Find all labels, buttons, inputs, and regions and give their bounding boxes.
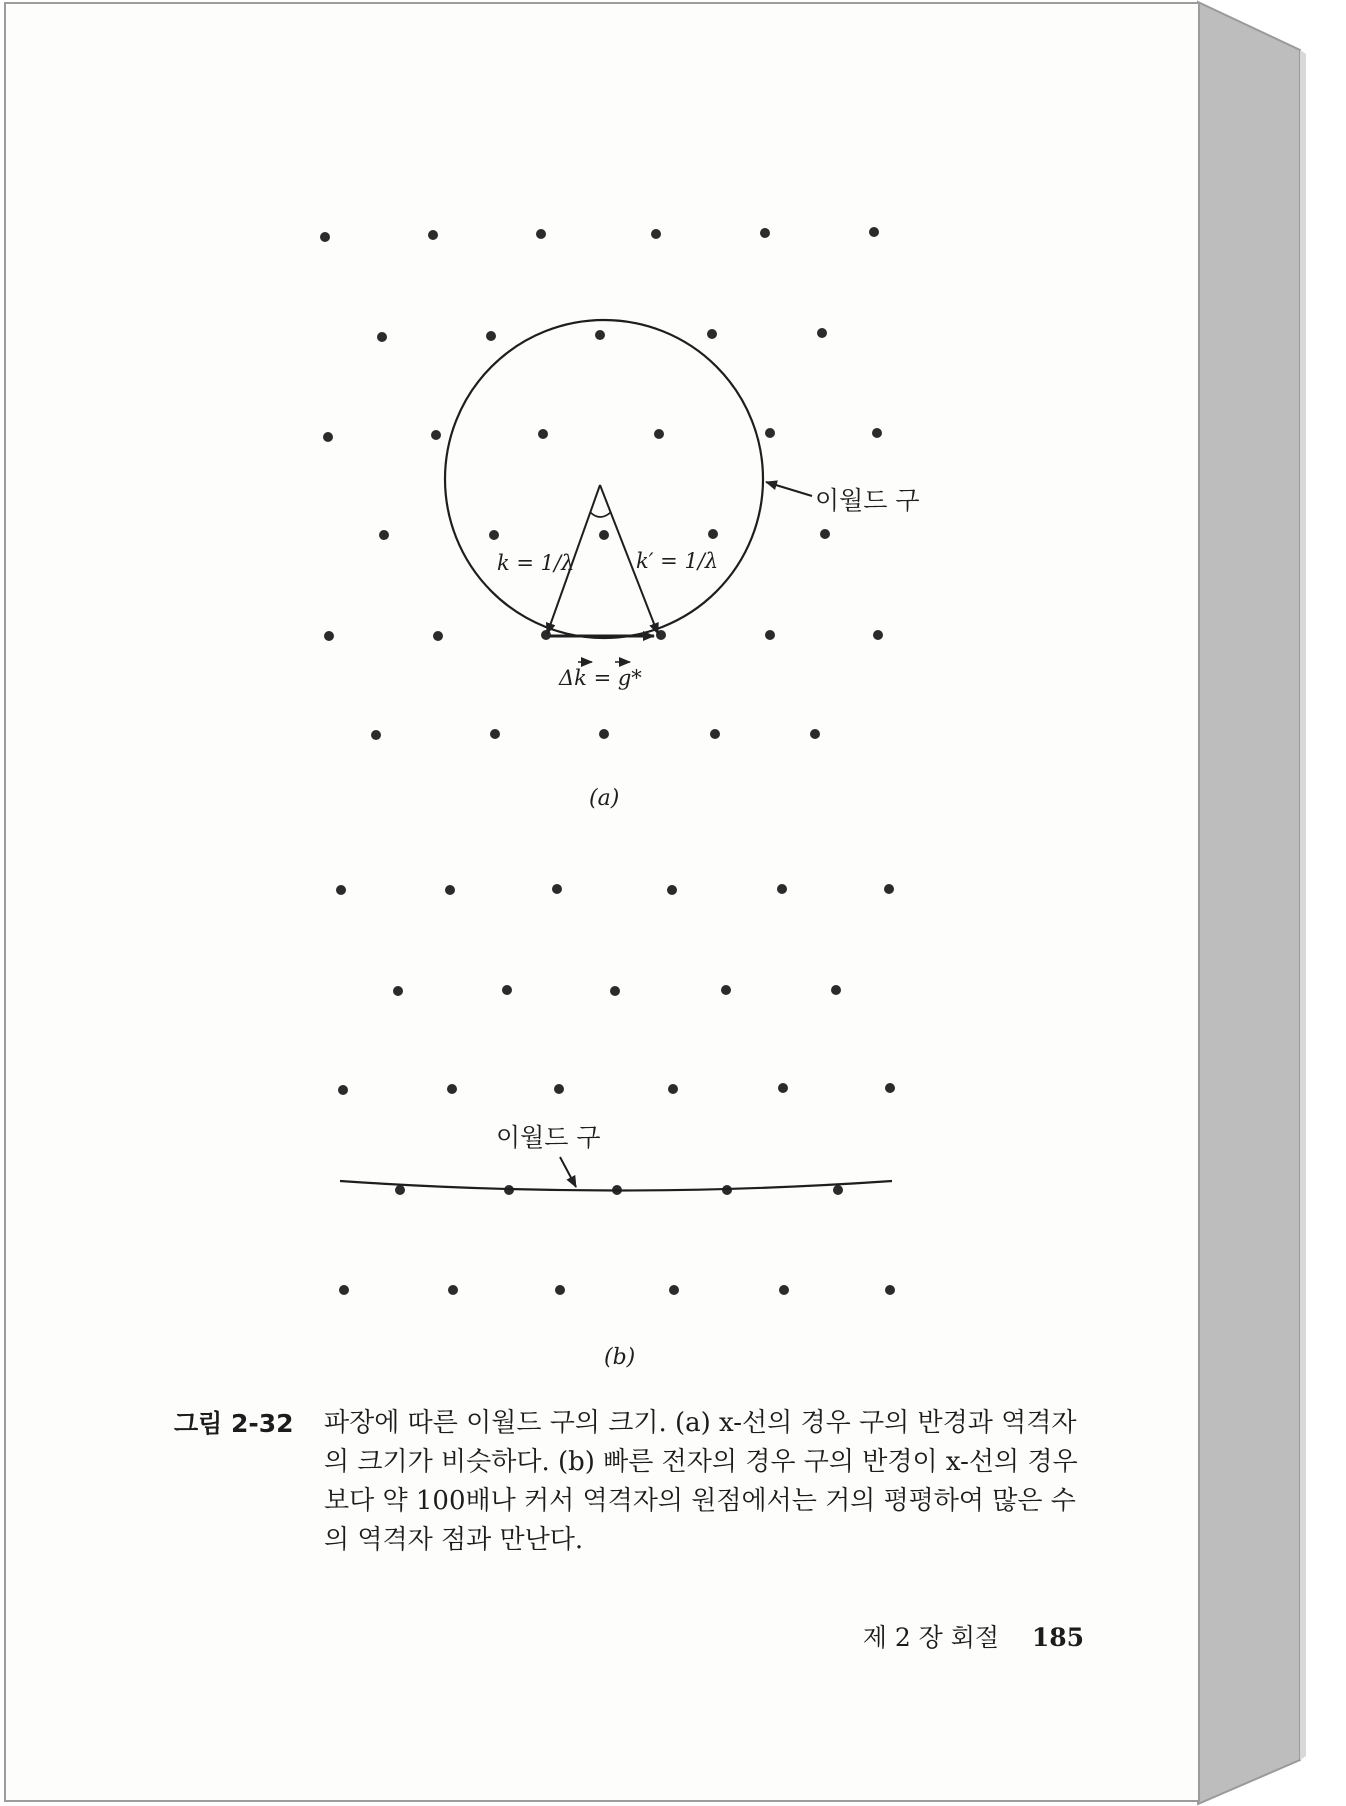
caption-label: 그림 2-32 bbox=[174, 1409, 294, 1438]
lattice-points-a bbox=[320, 227, 883, 740]
panel-label-a: (a) bbox=[589, 786, 620, 811]
sphere-label-arrow-a bbox=[766, 482, 812, 496]
panel-label-b: (b) bbox=[604, 1345, 636, 1370]
page-footer bbox=[863, 1618, 1084, 1654]
caption-text: 파장에 따른 이월드 구의 크기. (a) x-선의 경우 구의 반경과 역격자의 크기가 비슷하다. (b) 빠른 전자의 경우 구의 반경이 x-선의 경우보다 약 100배나 커서 역격자의 원점에서는 거의 평평하여 많은 수의 역격자 점과 만난다. bbox=[324, 1408, 1078, 1555]
figure-caption bbox=[174, 1404, 1094, 1560]
sphere-label-arrow-b bbox=[560, 1157, 576, 1187]
sphere-label-b: 이월드 구 bbox=[496, 1123, 601, 1152]
chapter-title: 제 2 장 회절 bbox=[862, 1623, 1000, 1652]
sphere-label-a: 이월드 구 bbox=[815, 486, 920, 515]
ewald-sphere-a bbox=[445, 320, 763, 638]
k-label: k = 1/λ bbox=[497, 551, 575, 575]
page-number: 185 bbox=[1031, 1623, 1084, 1652]
delta-k-label: Δk = g* bbox=[559, 666, 642, 690]
lattice-points-b bbox=[336, 884, 895, 1295]
kprime-label: k′ = 1/λ bbox=[636, 549, 719, 573]
angle-arc bbox=[590, 512, 611, 517]
